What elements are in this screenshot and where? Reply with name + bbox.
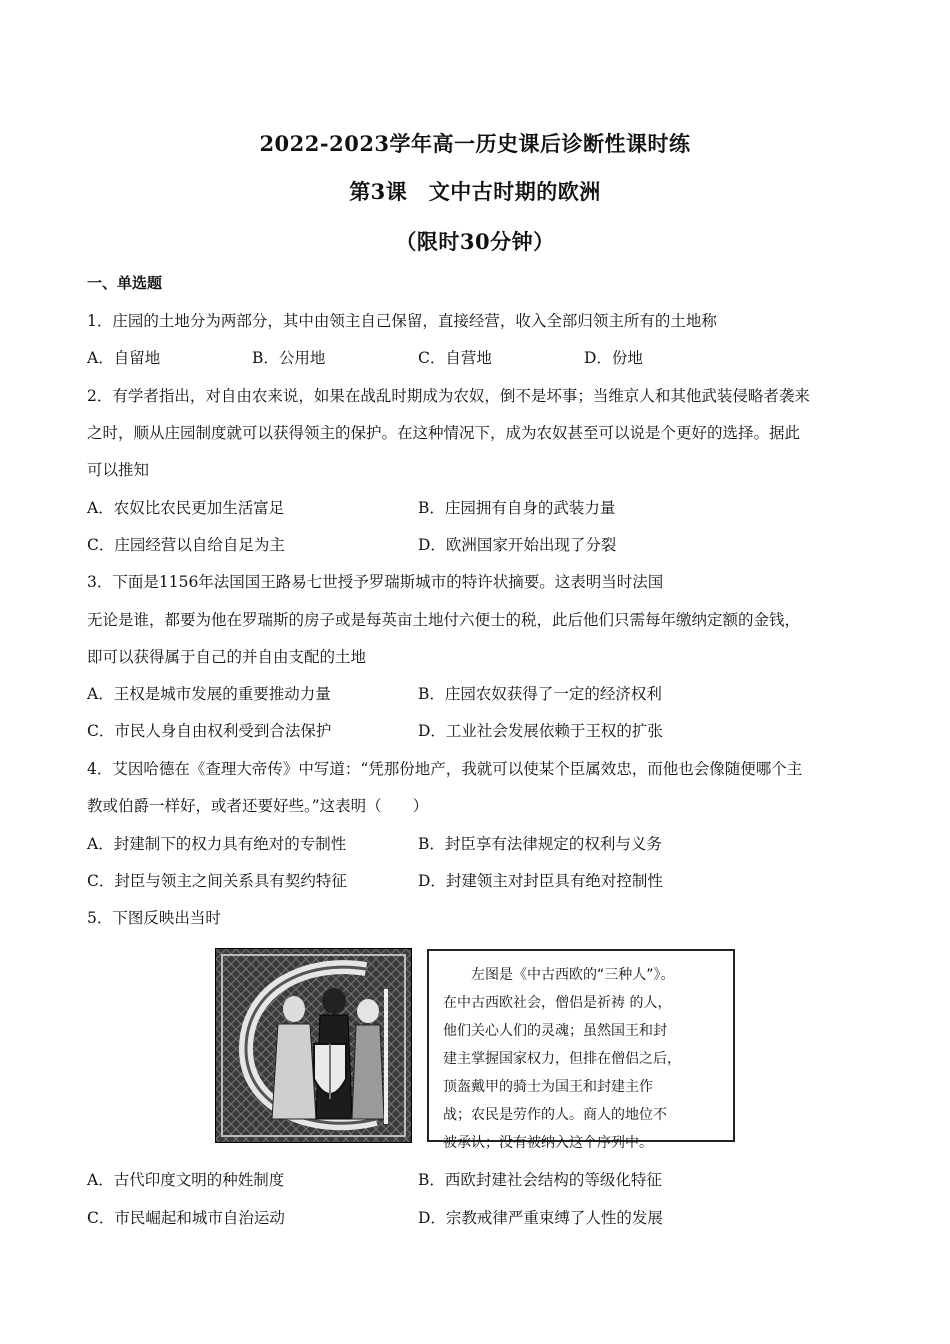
caption-line: 顶盔戴甲的骑士为国王和封建主作 [443,1079,653,1095]
q5-option-c: C．市民崛起和城市自治运动 [87,1209,285,1227]
q5-option-d: D．宗教戒律严重束缚了人性的发展 [418,1209,663,1227]
q4-option-b: B．封臣享有法律规定的权利与义务 [418,835,662,853]
q1-option-c: C．自营地 [418,349,492,367]
caption-line: 建主掌握国家权力，但排在僧侣之后， [443,1051,681,1067]
q2-option-b: B．庄园拥有自身的武装力量 [418,499,616,517]
question-2-line-3: 可以推知 [87,461,150,479]
question-3-line-3: 即可以获得属于自己的并自由支配的土地 [87,648,367,666]
caption-line: 被承认；没有被纳入这个序列中。 [443,1135,653,1151]
question-1-text: 1．庄园的土地分为两部分，其中由领主自己保留，直接经营，收入全部归领主所有的土地称 [87,312,717,330]
q1-option-d: D．份地 [584,349,643,367]
time-limit: （限时30分钟） [395,229,555,254]
caption-line: 战；农民是劳作的人。商人的地位不 [443,1107,667,1123]
medieval-illustration-image [215,948,412,1143]
q3-option-c: C．市民人身自由权利受到合法保护 [87,722,332,740]
question-4-line-1: 4．艾因哈德在《查理大帝传》中写道：“凭那份地产，我就可以使某个臣属效忠，而他也会像随便哪个主 [87,760,803,778]
q4-option-a: A．封建制下的权力具有绝对的专制性 [87,835,347,853]
q5-option-a: A．古代印度文明的种姓制度 [87,1171,285,1189]
caption-line: 左图是《中古西欧的“三种人”》。 [471,967,675,983]
q1-option-a: A．自留地 [87,349,161,367]
question-4-line-2: 教或伯爵一样好，或者还要好些。”这表明（ ） [87,797,429,815]
caption-line: 在中古西欧社会，僧侣是祈祷 的人， [443,995,672,1011]
q2-option-d: D．欧洲国家开始出现了分裂 [418,536,617,554]
lesson-title: 第3课 文中古时期的欧洲 [349,179,601,204]
figure-caption-box [427,949,735,1151]
section-heading: 一、单选题 [87,274,163,292]
question-3-line-1: 3．下面是1156年法国国王路易七世授予罗瑞斯城市的特许状摘要。这表明当时法国 [87,573,664,591]
q5-option-b: B．西欧封建社会结构的等级化特征 [418,1171,662,1189]
q3-option-a: A．王权是城市发展的重要推动力量 [87,685,331,703]
question-3-line-2: 无论是谁，都要为他在罗瑞斯的房子或是每英亩土地付六便士的税，此后他们只需每年缴纳定额的金钱， [87,611,801,629]
q3-option-b: B．庄园农奴获得了一定的经济权利 [418,685,662,703]
q1-option-b: B．公用地 [252,349,326,367]
question-5-text: 5．下图反映出当时 [87,909,221,927]
caption-line: 他们关心人们的灵魂；虽然国王和封 [443,1023,667,1039]
q2-option-a: A．农奴比农民更加生活富足 [87,499,285,517]
q2-option-c: C．庄园经营以自给自足为主 [87,536,285,554]
document-title: 2022-2023学年高一历史课后诊断性课时练 [259,131,691,156]
q3-option-d: D．工业社会发展依赖于王权的扩张 [418,722,663,740]
question-2-line-1: 2．有学者指出，对自由农来说，如果在战乱时期成为农奴，倒不是坏事；当维京人和其他武装侵略者袭来 [87,387,810,405]
question-2-line-2: 之时，顺从庄园制度就可以获得领主的保护。在这种情况下，成为农奴甚至可以说是个更好的选择。据此 [87,424,801,442]
q4-option-d: D．封建领主对封臣具有绝对控制性 [418,872,663,890]
q4-option-c: C．封臣与领主之间关系具有契约特征 [87,872,347,890]
